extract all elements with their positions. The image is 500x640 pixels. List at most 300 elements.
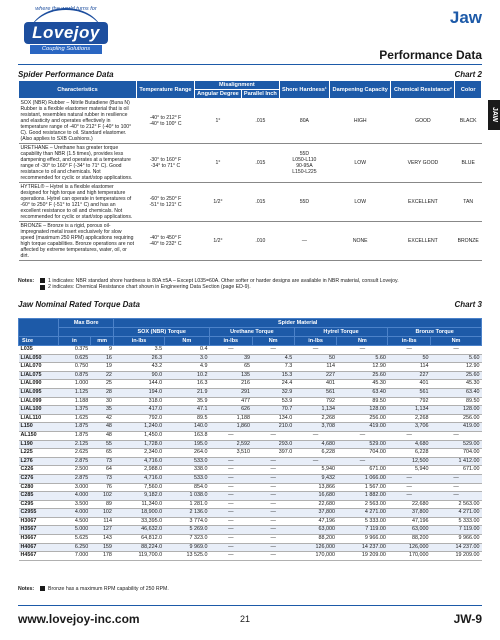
- perf-cell-angular: 1°: [194, 144, 241, 183]
- torque-cell: —: [294, 457, 337, 466]
- torque-cell: 42: [90, 414, 114, 423]
- torque-row: [19, 457, 482, 466]
- torque-cell: 159: [90, 543, 114, 552]
- torque-cell-size: L/AL075: [19, 371, 59, 380]
- torque-cell: 11,340.0: [114, 500, 164, 509]
- th-temperature: Temperature Range: [137, 81, 195, 99]
- th-bronze-torque: Bronze Torque: [388, 328, 482, 337]
- torque-cell: 102: [90, 509, 114, 518]
- torque-cell: 1,450.0: [114, 431, 164, 440]
- torque-cell: —: [210, 346, 253, 355]
- torque-cell: 216: [210, 380, 253, 389]
- torque-cell: 0.875: [59, 371, 91, 380]
- th-brz-inlbs: in-lbs: [388, 337, 431, 346]
- torque-cell: 792: [388, 397, 431, 406]
- torque-cell: 89.5: [164, 414, 209, 423]
- torque-cell: 4.000: [59, 492, 91, 501]
- th-hytrel-torque: Hytrel Torque: [294, 328, 388, 337]
- torque-cell: 19: [90, 363, 114, 372]
- torque-cell: —: [431, 346, 482, 355]
- torque-cell: 37,800: [388, 509, 431, 518]
- torque-cell-size: C285: [19, 492, 59, 501]
- torque-cell: 13,866: [294, 483, 337, 492]
- torque-cell: 477: [210, 397, 253, 406]
- torque-cell: 63.40: [431, 388, 482, 397]
- torque-cell: 194.0: [114, 388, 164, 397]
- torque-cell: 3,708: [294, 423, 337, 432]
- torque-cell: 7,560.0: [114, 483, 164, 492]
- th-angular: Angular Degree: [194, 90, 241, 99]
- torque-cell: 114: [90, 517, 114, 526]
- header-rule: [18, 64, 482, 65]
- torque-cell: 63.40: [337, 388, 388, 397]
- perf-cell-damping: HIGH: [330, 99, 391, 144]
- torque-cell-size: L/AL110: [19, 414, 59, 423]
- perf-cell-chemical: EXCELLENT: [391, 222, 455, 261]
- torque-row: [19, 466, 482, 475]
- torque-cell: 76: [90, 483, 114, 492]
- th-in: in: [59, 337, 91, 346]
- torque-cell: 32.9: [252, 388, 294, 397]
- torque-cell: 5 333.00: [337, 517, 388, 526]
- torque-cell: 5.625: [59, 535, 91, 544]
- torque-cell: 144.0: [114, 380, 164, 389]
- perf-cell-parallel: .015: [241, 144, 279, 183]
- torque-cell: —: [252, 500, 294, 509]
- perf-cell-damping: LOW: [330, 183, 391, 222]
- torque-row: [19, 423, 482, 432]
- page-title: Jaw: [449, 8, 482, 27]
- torque-cell: 88,200: [388, 535, 431, 544]
- torque-cell: 5.60: [337, 354, 388, 363]
- th-parallel: Parallel Inch: [241, 90, 279, 99]
- torque-cell: 1 567.00: [337, 483, 388, 492]
- torque-cell: 5 333.00: [431, 517, 482, 526]
- th-chemical: Chemical Resistance²: [391, 81, 455, 99]
- torque-cell: 2,592: [210, 440, 253, 449]
- torque-cell-size: L/AL050: [19, 354, 59, 363]
- torque-cell: 4 271.00: [431, 509, 482, 518]
- spider-perf-notes: [18, 278, 482, 291]
- note-bullet-icon: [40, 285, 45, 290]
- torque-cell: 1,240.0: [114, 423, 164, 432]
- th-color: Color: [455, 81, 482, 99]
- torque-cell: 24.4: [252, 380, 294, 389]
- torque-cell: 2.875: [59, 474, 91, 483]
- torque-cell-size: L/AL095: [19, 388, 59, 397]
- torque-cell: 1 066.00: [337, 474, 388, 483]
- torque-cell: 25.60: [337, 371, 388, 380]
- torque-cell: —: [294, 431, 337, 440]
- torque-cell-size: C2955: [19, 509, 59, 518]
- logo-subline: Coupling Solutions: [30, 45, 102, 54]
- perf-notes-label: Notes:: [18, 278, 35, 284]
- torque-cell: —: [431, 431, 482, 440]
- torque-cell: 53.9: [252, 397, 294, 406]
- note-bullet-icon: [40, 586, 45, 591]
- torque-cell: —: [252, 466, 294, 475]
- torque-cell: 626: [210, 406, 253, 415]
- th-mm: mm: [90, 337, 114, 346]
- torque-cell: 4.500: [59, 517, 91, 526]
- torque-cell: 114: [388, 363, 431, 372]
- note-bullet-icon: [40, 278, 45, 283]
- perf-row: [19, 99, 482, 144]
- torque-cell: —: [431, 474, 482, 483]
- th-shore: Shore Hardness¹: [279, 81, 329, 99]
- torque-cell: 1 882.00: [337, 492, 388, 501]
- torque-cell: —: [252, 474, 294, 483]
- torque-row: [19, 449, 482, 458]
- torque-cell: —: [388, 474, 431, 483]
- torque-cell: 5,940: [388, 466, 431, 475]
- torque-cell: —: [252, 509, 294, 518]
- torque-cell: 2.875: [59, 457, 91, 466]
- torque-cell: 9,432: [294, 474, 337, 483]
- perf-cell-color: BLACK: [455, 99, 482, 144]
- torque-row: [19, 543, 482, 552]
- torque-cell: 127: [90, 526, 114, 535]
- torque-cell: 12.90: [431, 363, 482, 372]
- torque-cell: 70.7: [252, 406, 294, 415]
- spider-perf-chart-label: Chart 2: [454, 70, 482, 79]
- perf-cell-temp: -40° to 212° F -40° to 100° C: [137, 99, 195, 144]
- torque-row: [19, 483, 482, 492]
- torque-cell: 397.0: [252, 449, 294, 458]
- page-code: JW-9: [453, 612, 482, 626]
- torque-cell-size: H3067: [19, 517, 59, 526]
- torque-cell: 1.625: [59, 414, 91, 423]
- th-sox-inlbs: in-lbs: [114, 337, 164, 346]
- perf-cell-temp: -40° to 450° F -40° to 232° C: [137, 222, 195, 261]
- torque-cell: —: [252, 543, 294, 552]
- torque-notes: [18, 586, 482, 592]
- perf-cell-shore: 55D: [279, 183, 329, 222]
- torque-cell: 1.000: [59, 380, 91, 389]
- perf-note-text: 2 indicates: Chemical Resistance chart shown in Engineering Data Section (page ED-9).: [48, 284, 251, 291]
- torque-cell: 792: [294, 397, 337, 406]
- torque-cell: 37,800: [294, 509, 337, 518]
- torque-cell: 227: [294, 371, 337, 380]
- torque-cell: 2 136.0: [164, 509, 209, 518]
- torque-cell: —: [252, 431, 294, 440]
- torque-cell: 561: [388, 388, 431, 397]
- torque-cell: 5 269.0: [164, 526, 209, 535]
- torque-cell: 7.3: [252, 363, 294, 372]
- torque-cell: —: [210, 457, 253, 466]
- side-section-tab: JAW: [488, 100, 500, 130]
- torque-cell: 22,680: [388, 500, 431, 509]
- torque-cell: 1.875: [59, 423, 91, 432]
- torque-row: [19, 500, 482, 509]
- logo-wordmark: Lovejoy: [24, 22, 108, 44]
- torque-cell: 14 237.00: [431, 543, 482, 552]
- torque-cell: —: [388, 346, 431, 355]
- perf-cell-angular: 1/2°: [194, 183, 241, 222]
- torque-cell: 19 209.00: [431, 552, 482, 561]
- torque-cell: 35.9: [164, 397, 209, 406]
- torque-cell: 704.00: [431, 449, 482, 458]
- torque-cell: 128.00: [337, 406, 388, 415]
- torque-cell: 16,680: [294, 492, 337, 501]
- torque-cell-size: H3667: [19, 535, 59, 544]
- torque-table: [18, 318, 482, 561]
- torque-title: Jaw Nominal Rated Torque Data: [18, 300, 140, 309]
- torque-cell: 3.5: [114, 346, 164, 355]
- torque-cell: —: [388, 483, 431, 492]
- torque-cell: 4.000: [59, 509, 91, 518]
- perf-cell-color: BRONZE: [455, 222, 482, 261]
- torque-row: [19, 517, 482, 526]
- torque-cell: 163.8: [164, 431, 209, 440]
- perf-note-text: 1 indicates: NBR standard shore hardness is 80A ±5A – Except L035=60A. Other softer or harder designs are available in NBR material, consult Lovejoy.: [48, 278, 399, 284]
- torque-cell: 63,000: [294, 526, 337, 535]
- torque-cell: 792.0: [114, 414, 164, 423]
- torque-cell: 64: [90, 466, 114, 475]
- torque-cell: 18,900.0: [114, 509, 164, 518]
- torque-cell: —: [210, 483, 253, 492]
- torque-cell: 19 209.00: [337, 552, 388, 561]
- torque-cell-size: L225: [19, 449, 59, 458]
- perf-cell-damping: LOW: [330, 144, 391, 183]
- torque-cell: 128.00: [431, 406, 482, 415]
- torque-cell: 73: [90, 457, 114, 466]
- torque-cell: 5.60: [431, 354, 482, 363]
- torque-cell: —: [252, 483, 294, 492]
- torque-cell: 143: [90, 535, 114, 544]
- torque-cell: 401: [294, 380, 337, 389]
- perf-cell-desc: SOX (NBR) Rubber – Nitrile Butadiene (Buna N) Rubber is a flexible elastomer material that is oil resistant, resembles natural rubber in resilience and elasticity and operates effectively in temperature range of -40° to 212° F (-40° to 100° C). Good resistance to oil. Standard elastomer. (Also applies to SXB Cushions.): [19, 99, 137, 144]
- torque-row: [19, 406, 482, 415]
- torque-cell: 291: [210, 388, 253, 397]
- torque-cell: 264.0: [164, 449, 209, 458]
- torque-cell: 46,632.0: [114, 526, 164, 535]
- th-ure-nm: Nm: [252, 337, 294, 346]
- torque-cell: 48: [90, 431, 114, 440]
- torque-cell: 1 412.00: [431, 457, 482, 466]
- torque-cell: 1.125: [59, 388, 91, 397]
- torque-cell: 529.00: [431, 440, 482, 449]
- lovejoy-logo: [22, 6, 110, 64]
- torque-cell: —: [210, 517, 253, 526]
- torque-cell: 4,680: [388, 440, 431, 449]
- perf-cell-parallel: .010: [241, 222, 279, 261]
- logo-tagline: where the world turns for: [35, 6, 97, 12]
- torque-cell: —: [337, 431, 388, 440]
- perf-cell-color: BLUE: [455, 144, 482, 183]
- torque-cell: 6,228: [294, 449, 337, 458]
- torque-cell: —: [431, 483, 482, 492]
- torque-notes-label: Notes:: [18, 586, 35, 592]
- torque-cell: 7 119.00: [337, 526, 388, 535]
- perf-row: [19, 144, 482, 183]
- torque-cell: 9: [90, 346, 114, 355]
- torque-cell: 16.3: [164, 380, 209, 389]
- torque-row: [19, 388, 482, 397]
- spider-perf-title: Spider Performance Data: [18, 70, 114, 79]
- torque-cell: 671.00: [337, 466, 388, 475]
- torque-cell-size: L/AL099: [19, 397, 59, 406]
- torque-cell: 90.0: [114, 371, 164, 380]
- torque-cell: 9 966.00: [337, 535, 388, 544]
- torque-cell: 9,182.0: [114, 492, 164, 501]
- page-subtitle: Performance Data: [379, 48, 482, 62]
- perf-cell-damping: NONE: [330, 222, 391, 261]
- torque-cell: 6,228: [388, 449, 431, 458]
- torque-cell-size: L/AL090: [19, 380, 59, 389]
- torque-cell: 178: [90, 552, 114, 561]
- torque-cell: 2,268: [294, 414, 337, 423]
- torque-cell: —: [252, 457, 294, 466]
- perf-cell-temp: -60° to 250° F -51° to 121° C: [137, 183, 195, 222]
- torque-note-text: Bronze has a maximum RPM capability of 250 RPM.: [48, 586, 169, 592]
- torque-row: [19, 526, 482, 535]
- torque-cell-size: L276: [19, 457, 59, 466]
- torque-row: [19, 346, 482, 355]
- torque-cell: —: [210, 552, 253, 561]
- th-size: Size: [19, 337, 59, 346]
- th-hyt-inlbs: in-lbs: [294, 337, 337, 346]
- torque-cell: —: [431, 492, 482, 501]
- th-urethane-torque: Urethane Torque: [210, 328, 295, 337]
- torque-cell: 2,988.0: [114, 466, 164, 475]
- perf-cell-desc: BRONZE – Bronze is a rigid, porous oil-impregnated metal insert exclusively for slow speed (maximum 250 RPM) applications requiring high torque capabilities. Bronze operations are not affected by extreme temperatures, water, oil, or dirt.: [19, 222, 137, 261]
- torque-cell: 65: [90, 449, 114, 458]
- th-dampening: Dampening Capacity: [330, 81, 391, 99]
- perf-cell-angular: 1/2°: [194, 222, 241, 261]
- torque-cell: 7.000: [59, 552, 91, 561]
- torque-cell: 1.375: [59, 406, 91, 415]
- torque-row: [19, 354, 482, 363]
- torque-cell: 4,716.0: [114, 457, 164, 466]
- torque-cell: 64,812.0: [114, 535, 164, 544]
- th-spider-material: Spider Material: [114, 319, 482, 328]
- torque-cell: 417.0: [114, 406, 164, 415]
- torque-cell: 4,716.0: [114, 474, 164, 483]
- torque-cell: 89: [90, 500, 114, 509]
- torque-cell: 47.1: [164, 406, 209, 415]
- torque-cell: 419.00: [337, 423, 388, 432]
- torque-cell: 25.60: [431, 371, 482, 380]
- torque-cell: 533.0: [164, 474, 209, 483]
- perf-cell-shore: 55D L050-L110 90-95A L150-L225: [279, 144, 329, 183]
- torque-cell: 65: [210, 363, 253, 372]
- torque-cell: 1,134: [388, 406, 431, 415]
- torque-cell-size: C295: [19, 500, 59, 509]
- website-link[interactable]: www.lovejoy-inc.com: [18, 612, 140, 626]
- th-misalignment: Misalignment: [194, 81, 279, 90]
- perf-cell-temp: -30° to 160° F -34° to 71° C: [137, 144, 195, 183]
- torque-cell: —: [252, 526, 294, 535]
- torque-cell: 126,000: [388, 543, 431, 552]
- torque-cell: 5,940: [294, 466, 337, 475]
- torque-cell: 318.0: [114, 397, 164, 406]
- torque-cell: —: [388, 431, 431, 440]
- torque-cell: 3 774.0: [164, 517, 209, 526]
- torque-cell: —: [210, 509, 253, 518]
- torque-cell: 22,680: [294, 500, 337, 509]
- torque-cell: 419.00: [431, 423, 482, 432]
- th-sox-nm: Nm: [164, 337, 209, 346]
- torque-cell: 89.50: [431, 397, 482, 406]
- torque-cell: 4 271.00: [337, 509, 388, 518]
- torque-cell: 1 281.0: [164, 500, 209, 509]
- torque-cell: —: [210, 474, 253, 483]
- torque-cell: —: [252, 346, 294, 355]
- torque-cell: 256.00: [337, 414, 388, 423]
- torque-cell: 4.9: [164, 363, 209, 372]
- torque-cell-size: C280: [19, 483, 59, 492]
- torque-row: [19, 414, 482, 423]
- torque-row: [19, 380, 482, 389]
- torque-cell: 134.0: [252, 414, 294, 423]
- torque-cell: 704.00: [337, 449, 388, 458]
- torque-cell: 30: [90, 397, 114, 406]
- torque-cell: 854.0: [164, 483, 209, 492]
- torque-cell: —: [252, 552, 294, 561]
- torque-cell: 671.00: [431, 466, 482, 475]
- torque-cell: 2.500: [59, 466, 91, 475]
- torque-cell: 1,860: [210, 423, 253, 432]
- torque-cell: 48: [90, 423, 114, 432]
- torque-cell: 170,000: [388, 552, 431, 561]
- torque-cell: 0.4: [164, 346, 209, 355]
- torque-cell: 0.750: [59, 363, 91, 372]
- torque-cell: 529.00: [337, 440, 388, 449]
- torque-cell: —: [337, 457, 388, 466]
- perf-cell-desc: HYTREL® – Hytrel is a flexible elastomer designed for high torque and high temperature operations. Hytrel can operate in temperatures of -60° to 250° F (-51° to 121° C) and has an excellent resistance to oil and chemicals. Not recommended for cyclic or start/stop applications.: [19, 183, 137, 222]
- perf-cell-shore: —: [279, 222, 329, 261]
- torque-row: [19, 492, 482, 501]
- torque-cell: 401: [388, 380, 431, 389]
- torque-cell: 63,000: [388, 526, 431, 535]
- torque-cell: 140.0: [164, 423, 209, 432]
- torque-row: [19, 474, 482, 483]
- torque-cell-size: C276: [19, 474, 59, 483]
- torque-cell-size: H4067: [19, 543, 59, 552]
- torque-cell: 22: [90, 371, 114, 380]
- torque-cell: 0.375: [59, 346, 91, 355]
- torque-cell: 561: [294, 388, 337, 397]
- torque-cell: 256.00: [431, 414, 482, 423]
- torque-row: [19, 371, 482, 380]
- torque-cell-size: L/AL100: [19, 406, 59, 415]
- torque-row: [19, 509, 482, 518]
- torque-cell: 7 323.0: [164, 535, 209, 544]
- torque-row: [19, 535, 482, 544]
- torque-cell: —: [210, 466, 253, 475]
- torque-cell: 9 969.0: [164, 543, 209, 552]
- th-size-top: [19, 319, 59, 337]
- torque-cell: 12,500: [388, 457, 431, 466]
- torque-cell: 47,196: [388, 517, 431, 526]
- torque-cell: 4,680: [294, 440, 337, 449]
- torque-cell: 16: [90, 354, 114, 363]
- torque-cell: 25: [90, 380, 114, 389]
- torque-cell: 102: [90, 492, 114, 501]
- th-hyt-nm: Nm: [337, 337, 388, 346]
- torque-cell: 114: [294, 363, 337, 372]
- torque-cell: —: [252, 517, 294, 526]
- torque-cell: 1,134: [294, 406, 337, 415]
- page-number: 21: [240, 614, 251, 624]
- torque-cell-size: H3567: [19, 526, 59, 535]
- torque-cell: —: [210, 500, 253, 509]
- torque-cell: 88,200: [294, 535, 337, 544]
- torque-cell-size: L190: [19, 440, 59, 449]
- th-max-bore: Max Bore: [59, 319, 114, 328]
- torque-cell: —: [210, 535, 253, 544]
